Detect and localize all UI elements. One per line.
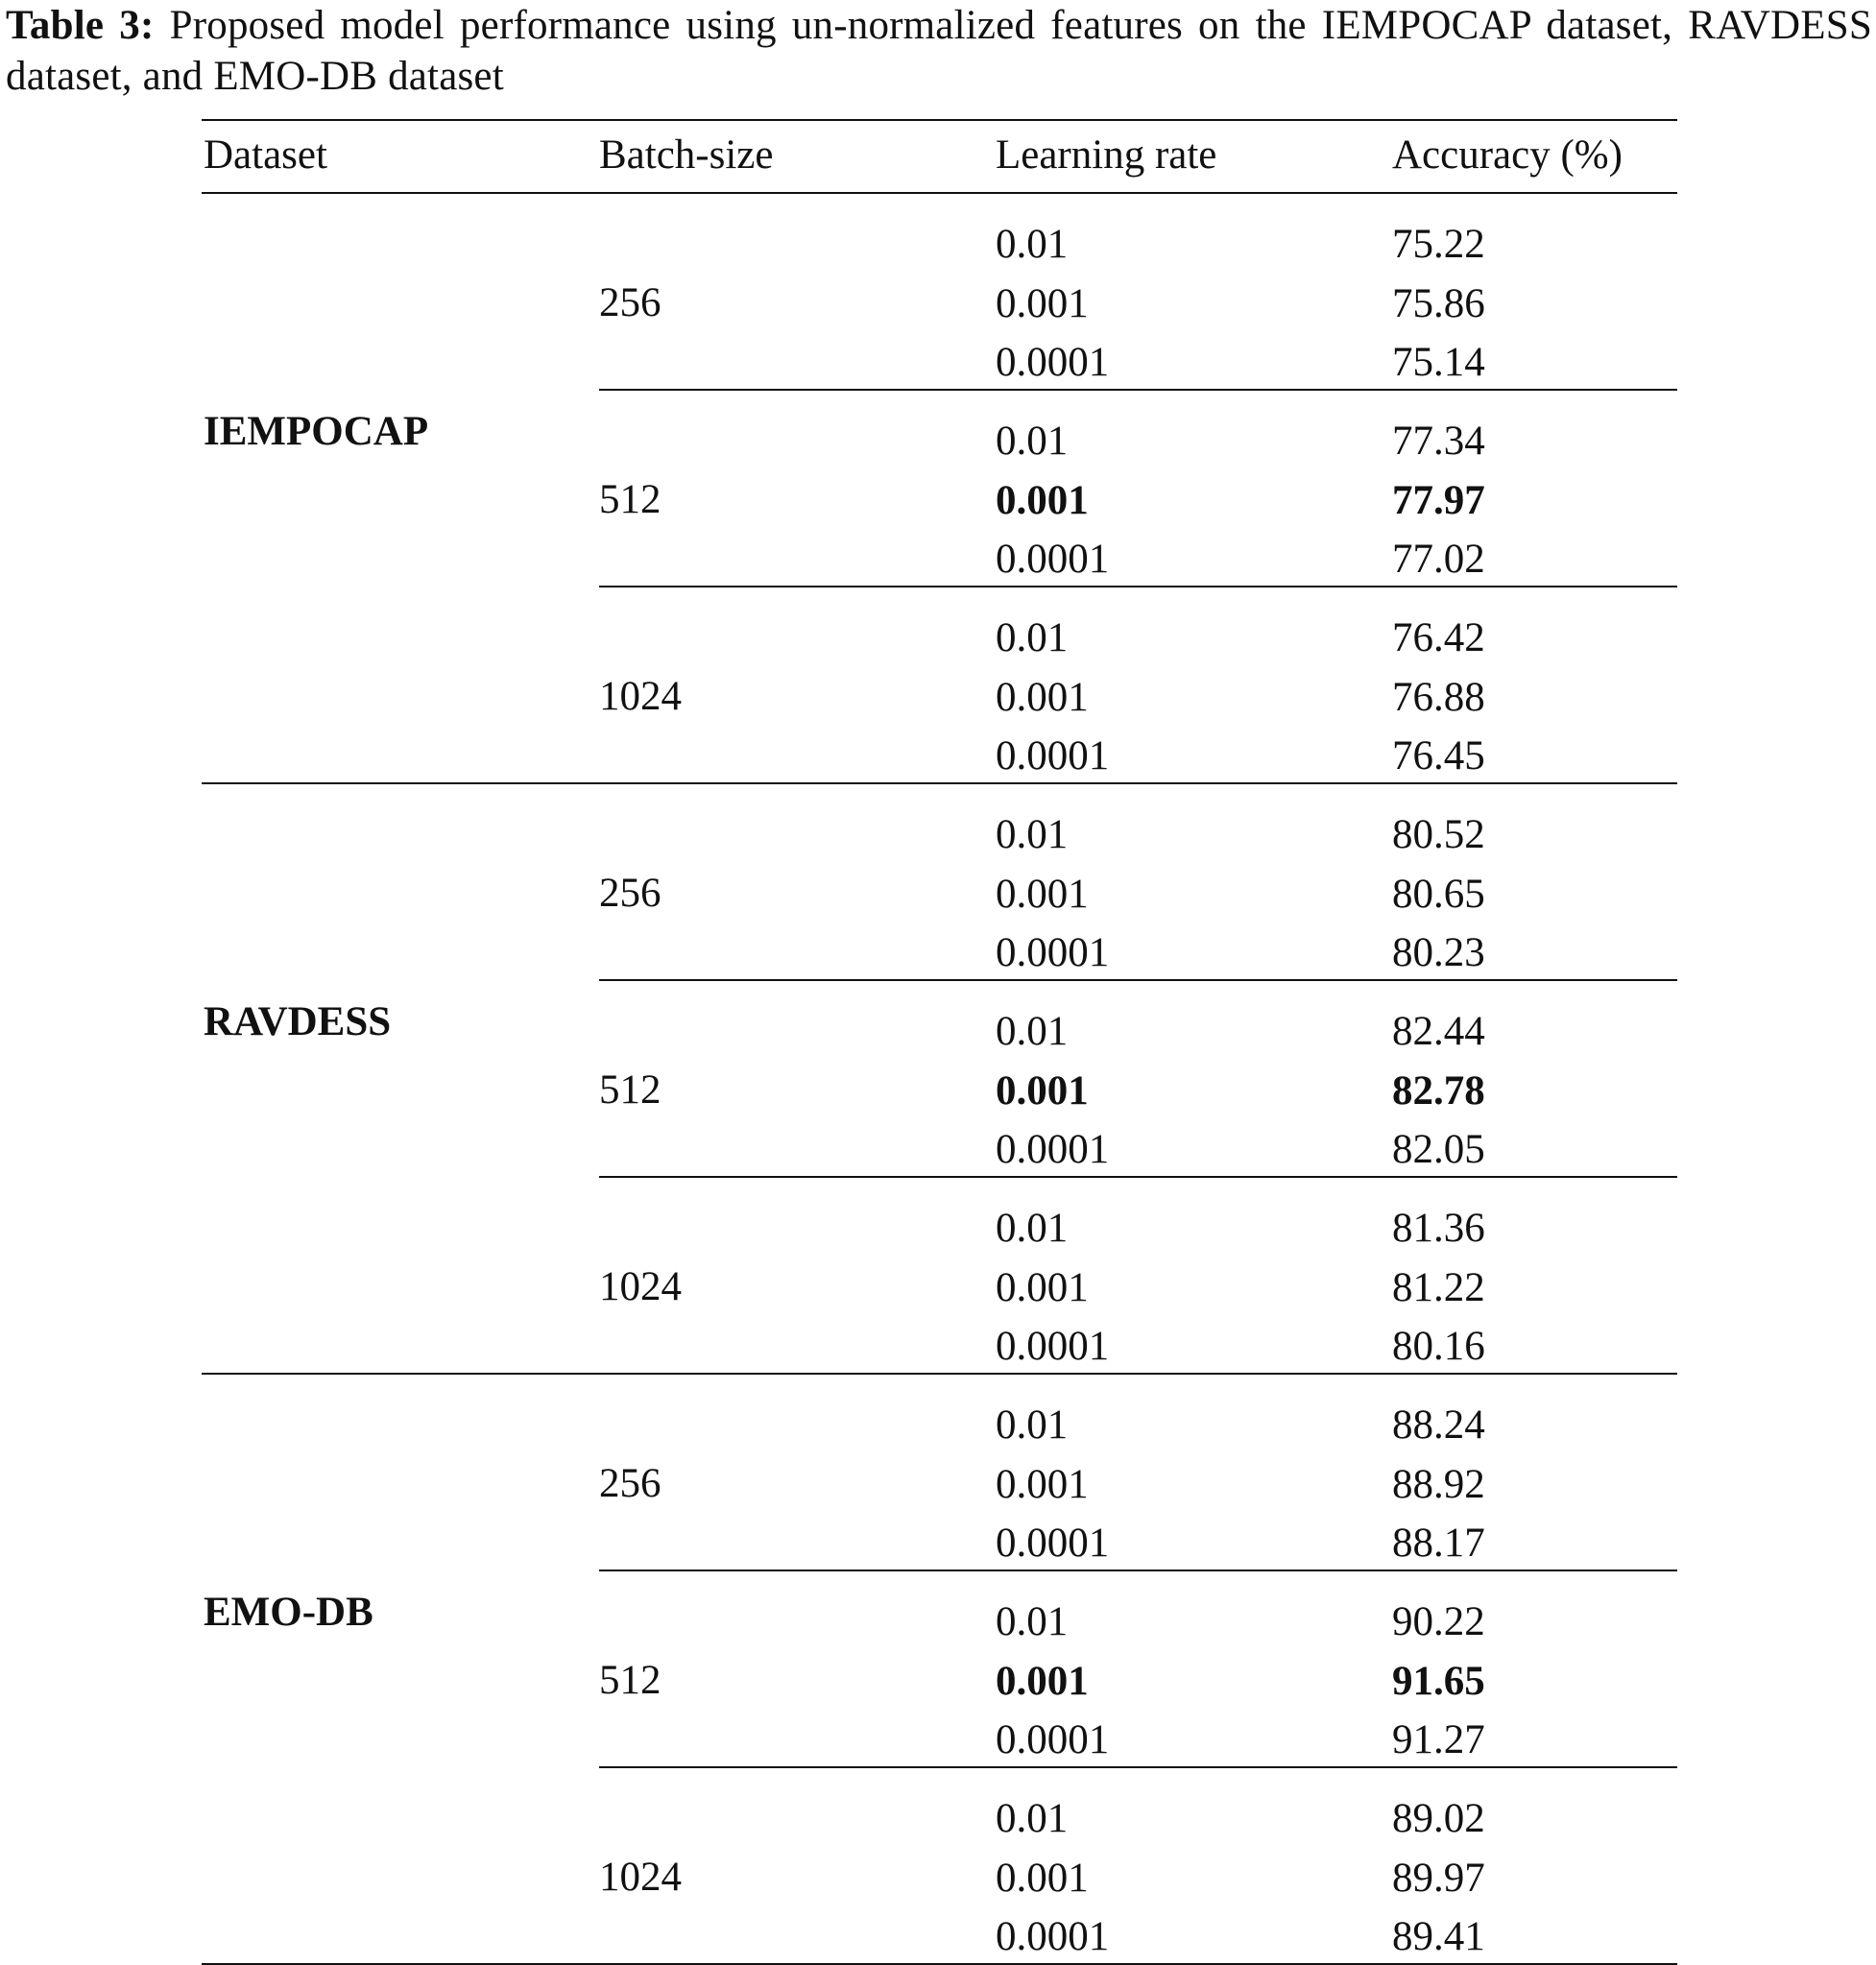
accuracy-cell: 88.92 [1392, 1461, 1485, 1507]
accuracy-cell: 75.86 [1392, 280, 1485, 326]
dataset-name-cell: EMO-DB [204, 1589, 373, 1635]
accuracy-cell: 91.65 [1392, 1658, 1485, 1704]
learning-rate-cell: 0.01 [996, 222, 1069, 267]
batch-size-cell: 256 [599, 1460, 661, 1506]
header-rule [202, 192, 1677, 194]
batch-size-cell: 256 [599, 870, 661, 916]
accuracy-cell: 80.23 [1392, 930, 1485, 975]
header-accuracy: Accuracy (%) [1392, 132, 1623, 178]
dataset-rule [202, 782, 1677, 784]
accuracy-cell: 82.05 [1392, 1127, 1485, 1172]
accuracy-cell: 75.22 [1392, 222, 1485, 267]
learning-rate-cell: 0.0001 [996, 1127, 1110, 1172]
learning-rate-cell: 0.0001 [996, 1914, 1110, 1959]
accuracy-cell: 89.41 [1392, 1914, 1485, 1959]
header-dataset: Dataset [204, 132, 327, 178]
batch-size-cell: 1024 [599, 673, 682, 719]
learning-rate-cell: 0.001 [996, 674, 1089, 720]
header-learning-rate: Learning rate [996, 132, 1217, 178]
group-rule [599, 1570, 1677, 1571]
learning-rate-cell: 0.001 [996, 280, 1089, 326]
accuracy-cell: 77.97 [1392, 477, 1485, 523]
accuracy-cell: 76.42 [1392, 615, 1485, 660]
accuracy-cell: 76.88 [1392, 674, 1485, 720]
accuracy-cell: 80.65 [1392, 871, 1485, 917]
top-rule [202, 119, 1677, 121]
learning-rate-cell: 0.01 [996, 615, 1069, 660]
accuracy-cell: 81.22 [1392, 1264, 1485, 1310]
accuracy-cell: 75.14 [1392, 340, 1485, 385]
learning-rate-cell: 0.0001 [996, 733, 1110, 779]
accuracy-cell: 81.36 [1392, 1206, 1485, 1251]
learning-rate-cell: 0.001 [996, 1461, 1089, 1507]
accuracy-cell: 90.22 [1392, 1599, 1485, 1644]
batch-size-cell: 1024 [599, 1263, 682, 1309]
learning-rate-cell: 0.001 [996, 1658, 1089, 1704]
learning-rate-cell: 0.0001 [996, 537, 1110, 582]
table-label: Table 3: [6, 3, 155, 48]
accuracy-cell: 82.78 [1392, 1067, 1485, 1114]
group-rule [599, 389, 1677, 391]
table-caption [6, 0, 1872, 102]
header-batch-size: Batch-size [599, 132, 774, 178]
learning-rate-cell: 0.0001 [996, 1324, 1110, 1369]
learning-rate-cell: 0.0001 [996, 930, 1110, 975]
batch-size-cell: 512 [599, 1657, 661, 1703]
accuracy-cell: 80.16 [1392, 1324, 1485, 1369]
learning-rate-cell: 0.001 [996, 477, 1089, 523]
learning-rate-cell: 0.01 [996, 419, 1069, 464]
learning-rate-cell: 0.001 [996, 1067, 1089, 1114]
accuracy-cell: 88.17 [1392, 1521, 1485, 1566]
accuracy-cell: 77.02 [1392, 537, 1485, 582]
accuracy-cell: 80.52 [1392, 812, 1485, 857]
accuracy-cell: 76.45 [1392, 733, 1485, 779]
caption-text: Proposed model performance using un-normalized features on the IEMPOCAP dataset, RAVDESS dataset, and EMO-DB dataset [6, 3, 1872, 99]
batch-size-cell: 512 [599, 1066, 661, 1113]
learning-rate-cell: 0.01 [996, 1009, 1069, 1054]
group-rule [599, 586, 1677, 587]
learning-rate-cell: 0.01 [996, 1206, 1069, 1251]
learning-rate-cell: 0.0001 [996, 1717, 1110, 1762]
learning-rate-cell: 0.01 [996, 1402, 1069, 1448]
group-rule [599, 979, 1677, 981]
accuracy-cell: 89.97 [1392, 1855, 1485, 1901]
learning-rate-cell: 0.001 [996, 1855, 1089, 1901]
batch-size-cell: 256 [599, 279, 661, 325]
learning-rate-cell: 0.001 [996, 1264, 1089, 1310]
learning-rate-cell: 0.0001 [996, 1521, 1110, 1566]
learning-rate-cell: 0.01 [996, 1599, 1069, 1644]
group-rule [599, 1176, 1677, 1178]
accuracy-cell: 82.44 [1392, 1009, 1485, 1054]
group-rule [599, 1766, 1677, 1768]
accuracy-cell: 88.24 [1392, 1402, 1485, 1448]
accuracy-cell: 77.34 [1392, 419, 1485, 464]
batch-size-cell: 1024 [599, 1854, 682, 1900]
learning-rate-cell: 0.0001 [996, 340, 1110, 385]
learning-rate-cell: 0.01 [996, 1796, 1069, 1841]
dataset-name-cell: RAVDESS [204, 998, 392, 1044]
learning-rate-cell: 0.001 [996, 871, 1089, 917]
accuracy-cell: 91.27 [1392, 1717, 1485, 1762]
learning-rate-cell: 0.01 [996, 812, 1069, 857]
dataset-rule [202, 1373, 1677, 1375]
batch-size-cell: 512 [599, 476, 661, 522]
accuracy-cell: 89.02 [1392, 1796, 1485, 1841]
dataset-name-cell: IEMPOCAP [204, 408, 429, 454]
